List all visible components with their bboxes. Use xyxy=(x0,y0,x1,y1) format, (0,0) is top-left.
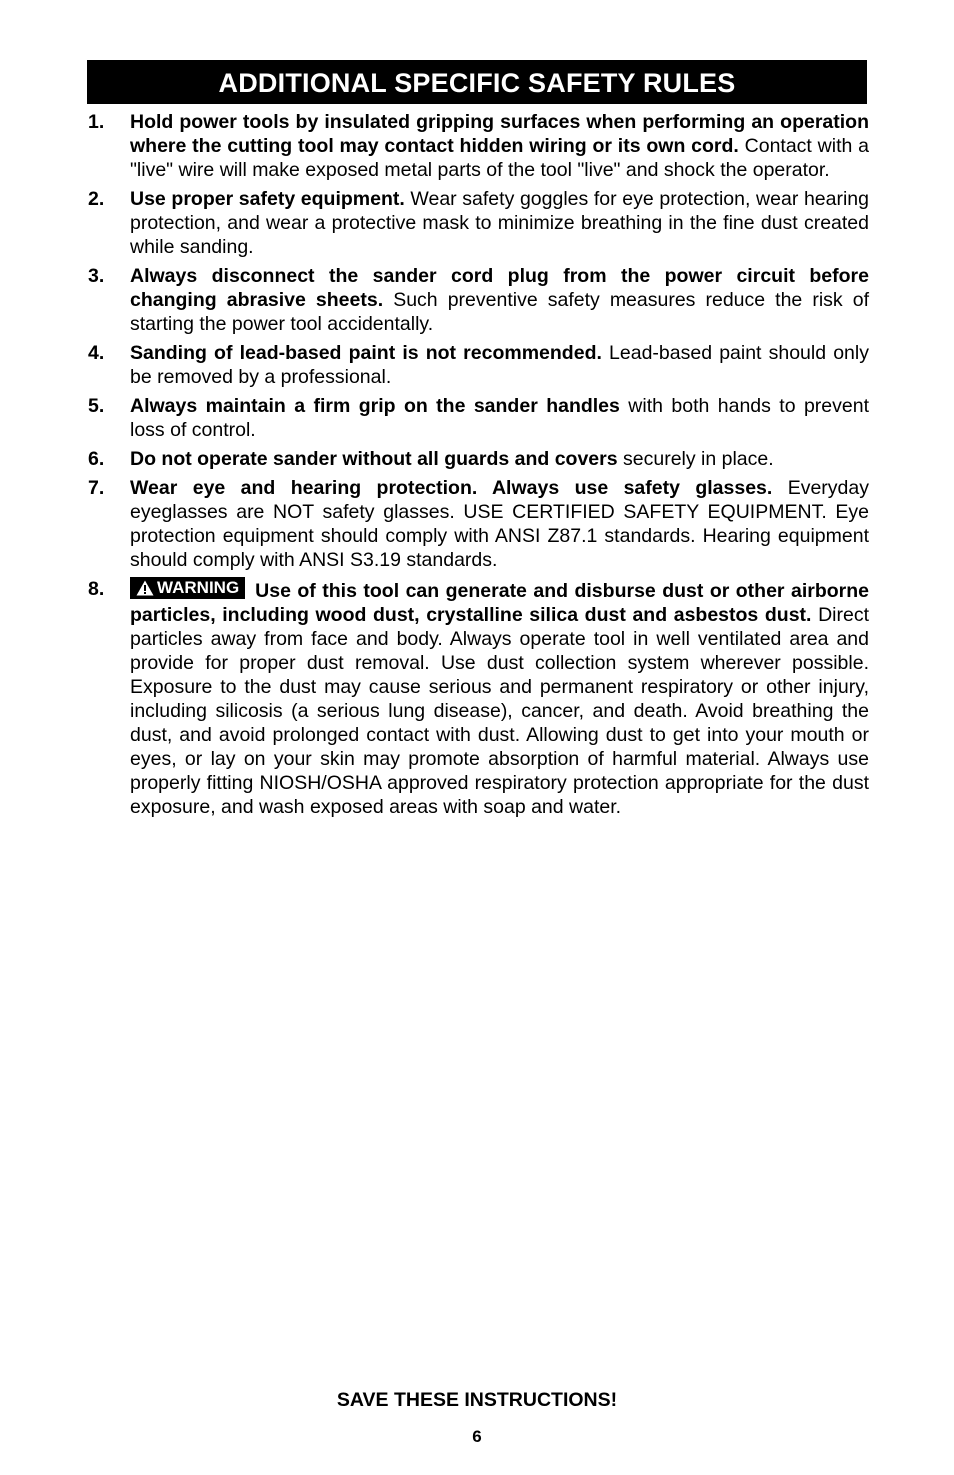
rule-bold-text: Wear eye and hearing protection. Always use safety glasses. xyxy=(130,477,773,499)
rule-text: securely in place. xyxy=(617,448,774,470)
rule-bold-text: Use proper safety equipment. xyxy=(130,188,405,210)
rule-text: Lead-based paint should only be removed by a professional. xyxy=(130,342,869,388)
rule-text: Direct particles away from face and body. Always operate tool in well ventilated area and provide for proper dust removal. Use dust collection system wherever possible. Exposure to the dust may cause serious and permanent respiratory or other injury, including silicosis (a serious lung disease), cancer, and death. Avoid breathing the dust, and avoid prolonged contact with dust. Allowing dust to get into your mouth or eyes, or lay on your skin may promote absorption of harmful material. Always use properly fitting NIOSH/OSHA approved respiratory protection appropriate for the dust exposure, and wash exposed areas with soap and water. xyxy=(130,604,869,818)
rule-number: 4. xyxy=(88,342,105,364)
rule-item-5 xyxy=(88,394,869,442)
page-title: ADDITIONAL SPECIFIC SAFETY RULES xyxy=(218,67,736,98)
rule-bold-text: Hold power tools by insulated gripping surfaces when performing an operation where the cutting tool may contact hidden wiring or its own cord. xyxy=(130,111,869,157)
warning-badge xyxy=(130,577,245,599)
warning-label: WARNING xyxy=(157,578,240,597)
rule-item-1 xyxy=(88,110,869,182)
rule-bold-text: Sanding of lead-based paint is not recommended. xyxy=(130,342,602,364)
save-instructions-text: SAVE THESE INSTRUCTIONS! xyxy=(336,1389,618,1411)
rule-item-2 xyxy=(88,187,869,259)
rule-text: Wear safety goggles for eye protection, wear hearing protection, and wear a protective mask to minimize breathing in the fine dust created while sanding. xyxy=(130,188,869,258)
rule-number: 1. xyxy=(88,111,105,133)
page-number: 6 xyxy=(472,1427,482,1446)
rule-item-6 xyxy=(88,447,869,471)
rule-number: 5. xyxy=(88,395,105,417)
rule-item-7 xyxy=(88,476,869,572)
rule-number: 2. xyxy=(88,188,105,210)
safety-rules-list xyxy=(88,110,869,824)
rule-text: Contact with a "live" wire will make exposed metal parts of the tool "live" and shock the operator. xyxy=(130,135,869,181)
rule-item-4 xyxy=(88,341,869,389)
rule-bold-text: Use of this tool can generate and disburse dust or other airborne particles, including wood dust, crystalline silica dust and asbestos dust. xyxy=(130,580,869,626)
rule-text: Everyday eyeglasses are NOT safety glasses. USE CERTIFIED SAFETY EQUIPMENT. Eye protection equipment should comply with ANSI Z87.1 standards. Hearing equipment should comply with ANSI S3.19 standards. xyxy=(130,477,869,571)
rule-number: 6. xyxy=(88,448,105,470)
rule-text: with both hands to prevent loss of control. xyxy=(130,395,870,441)
rule-item-8 xyxy=(88,577,869,819)
rule-text: Such preventive safety measures reduce the risk of starting the power tool accidentally. xyxy=(130,289,869,335)
rule-bold-text: Always maintain a firm grip on the sander handles xyxy=(130,395,620,417)
rule-item-3 xyxy=(88,264,869,336)
rule-number: 8. xyxy=(88,578,105,600)
warning-triangle-icon xyxy=(136,580,154,596)
section-header xyxy=(87,60,867,104)
rule-number: 3. xyxy=(88,265,105,287)
rule-bold-text: Do not operate sander without all guards and covers xyxy=(130,448,618,470)
rule-bold-text: Always disconnect the sander cord plug from the power circuit before changing abrasive sheets. xyxy=(130,265,869,311)
rule-number: 7. xyxy=(88,477,105,499)
